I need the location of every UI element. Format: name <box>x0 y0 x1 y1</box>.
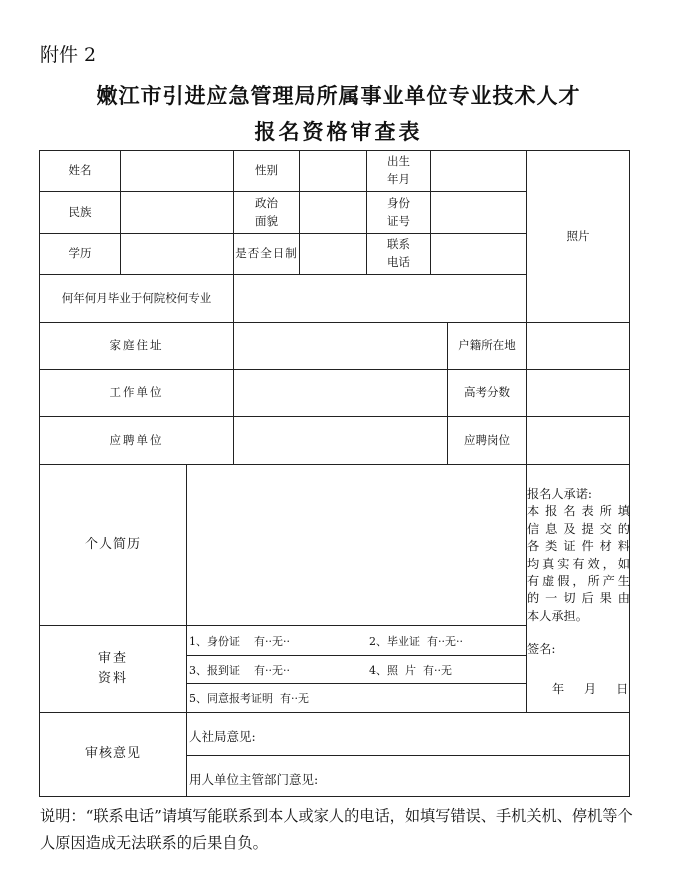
label-education: 学历 <box>68 246 92 261</box>
photo-box[interactable]: 照片 <box>566 228 590 243</box>
input-resume[interactable] <box>187 465 526 625</box>
opinion-hr-bureau[interactable]: 人社局意见: <box>189 729 256 744</box>
commitment-line: 报名人承诺: <box>527 487 593 501</box>
input-phone[interactable] <box>431 234 526 274</box>
input-birth[interactable] <box>431 151 526 191</box>
label-name: 姓名 <box>68 163 92 178</box>
label-work-unit: 工作单位 <box>109 385 164 400</box>
footnote: 说明：“联系电话”请填写能联系到本人或家人的电话，如填写错误、手机关机、停机等个人原因造成无法联系的后果自负。 <box>40 807 633 852</box>
label-political: 政治 面貌 <box>255 195 278 228</box>
input-work-unit[interactable] <box>234 370 447 416</box>
material-photo: 4、照 片 有··无 <box>369 664 452 677</box>
label-home-address: 家庭住址 <box>109 338 164 353</box>
commitment-line: 信息及提交的 <box>527 521 630 536</box>
label-phone: 联系 电话 <box>387 237 410 269</box>
material-report-card: 3、报到证 有··无·· <box>189 664 290 677</box>
input-name[interactable] <box>121 151 233 191</box>
commitment-sign: 签名: <box>527 642 556 656</box>
label-birth: 出生 年月 <box>387 154 410 186</box>
material-id-card: 1、身份证 有··无·· <box>189 635 290 648</box>
commitment-line: 本报名表所填 <box>527 504 630 519</box>
input-education[interactable] <box>121 234 233 274</box>
input-id-number[interactable] <box>431 192 526 233</box>
commitment-line: 各类证件材料 <box>527 539 630 554</box>
label-fulltime: 是否全日制 <box>235 246 298 261</box>
input-household[interactable] <box>527 323 629 369</box>
input-ethnicity[interactable] <box>121 192 233 233</box>
input-graduation[interactable] <box>234 275 526 322</box>
input-exam-score[interactable] <box>527 370 629 416</box>
label-graduation: 何年何月毕业于何院校何专业 <box>61 290 212 305</box>
input-fulltime[interactable] <box>300 234 366 274</box>
form-subtitle: 报名资格审查表 <box>254 119 423 144</box>
label-gender: 性别 <box>255 163 278 178</box>
commitment-line: 的一切后果由 <box>527 591 630 606</box>
commitment-line: 均真实有效，如 <box>527 556 630 571</box>
commitment-line: 有虚假，所产生 <box>527 574 630 589</box>
input-apply-unit[interactable] <box>234 417 447 464</box>
input-gender[interactable] <box>300 151 366 191</box>
label-ethnicity: 民族 <box>68 204 92 219</box>
label-apply-post: 应聘岗位 <box>464 432 510 447</box>
commitment-text <box>527 486 630 625</box>
commitment-date: 年 月 日 <box>552 682 637 696</box>
label-resume: 个人简历 <box>84 536 141 552</box>
form-title: 嫩江市引进应急管理局所属事业单位专业技术人才 <box>96 83 581 108</box>
input-political[interactable] <box>300 192 366 233</box>
material-consent: 5、同意报考证明 有··无 <box>189 692 309 705</box>
label-household: 户籍所在地 <box>458 338 516 353</box>
label-apply-unit: 应聘单位 <box>109 432 164 447</box>
label-id-number: 身份 证号 <box>387 195 410 228</box>
label-review-opinion: 审核意见 <box>84 746 141 762</box>
input-apply-post[interactable] <box>527 417 629 464</box>
label-review-materials: 审查 资料 <box>97 650 128 686</box>
label-exam-score: 高考分数 <box>464 385 510 400</box>
input-home-address[interactable] <box>234 323 447 369</box>
opinion-employer[interactable]: 用人单位主管部门意见: <box>189 772 319 787</box>
attachment-label: 附件 2 <box>40 44 97 66</box>
material-diploma: 2、毕业证 有··无·· <box>369 635 463 648</box>
commitment-line: 本人承担。 <box>527 608 588 623</box>
